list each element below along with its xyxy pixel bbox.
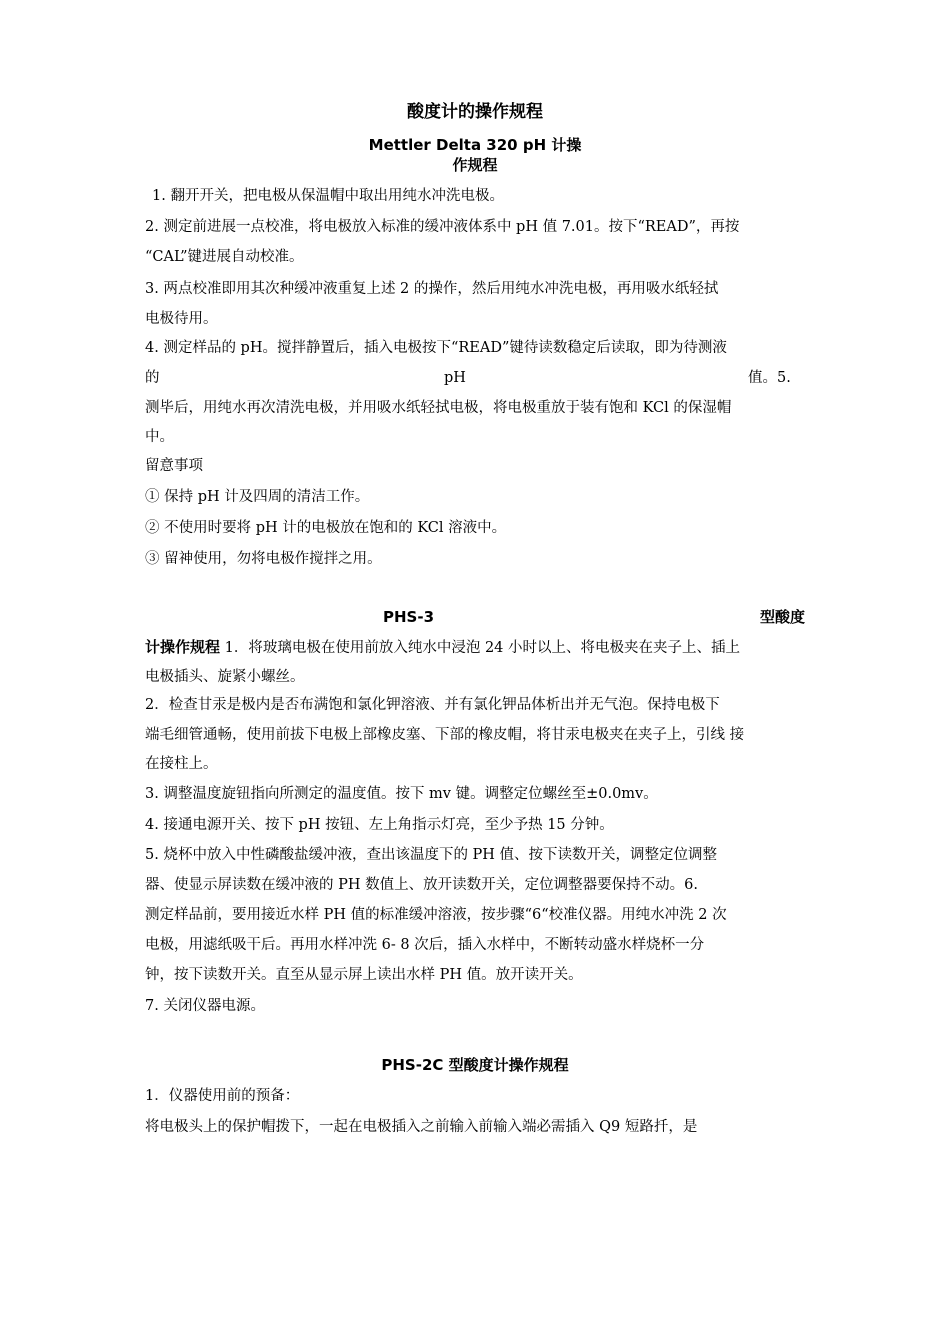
sec2-line: 2．检查甘汞是极内是否布满饱和氯化钾溶液、并有氯化钾品体析出并无气泡。保持电极下 xyxy=(145,697,720,713)
sec2-heading-left: PHS-3 xyxy=(383,608,435,626)
sec2-line: 测定样品前，要用接近水样 PH 值的标准缓冲溶液，按步骤“6“校准仪器。用纯水冲洗 2 次 xyxy=(145,907,727,923)
sec3-heading: PHS-2C 型酸度计操作规程 xyxy=(381,1056,569,1074)
sec1-heading-line2: 作规程 xyxy=(452,156,498,174)
sec1-heading-line1: Mettler Delta 320 pH 计操 xyxy=(368,136,582,154)
sec2-line: 钟，按下读数开关。直至从显示屏上读出水样 PH 值。放开读开关。 xyxy=(145,967,583,983)
sec3-line: 1．仪器使用前的预备： xyxy=(145,1088,300,1104)
sec1-line: 测毕后，用纯水再次清洗电极，并用吸水纸轻拭电极，将电极重放于装有饱和 KCl 的保湿帽 xyxy=(145,400,732,416)
sec2-first-text: 1．将玻璃电极在使用前放入纯水中浸泡 24 小时以上、将电极夹在夹子上、插上 xyxy=(220,640,741,656)
sec2-line: 3. 调整温度旋钮指向所测定的温度值。按下 mv 键。调整定位螺丝至±0.0mv。 xyxy=(145,786,658,802)
sec1-line: “CAL”键进展自动校准。 xyxy=(145,249,304,265)
sec1-line: 1. 翻开开关，把电极从保温帽中取出用纯水冲洗电极。 xyxy=(152,188,504,204)
sec1-line: 2. 测定前进展一点校准，将电极放入标准的缓冲液体系中 pH 值 7.01。按下“READ”，再按 xyxy=(145,219,740,235)
sec2-first-line xyxy=(145,640,740,656)
sec2-heading-right: 型酸度 xyxy=(760,608,806,626)
sec2-line: 电极插头、旋紧小螺丝。 xyxy=(145,669,305,685)
sec2-heading-cont: 计操作规程 xyxy=(145,638,221,656)
note-item: ③ 留神使用，勿将电极作搅拌之用。 xyxy=(145,551,382,567)
note-item: ① 保持 pH 计及四周的清洁工作。 xyxy=(145,489,370,505)
sec1-line: 4. 测定样品的 pH。搅拌静置后，插入电极按下“READ”键待读数稳定后读取，即为待测液 xyxy=(145,340,727,356)
sec1-line: 3. 两点校准即用其次种缓冲液重复上述 2 的操作，然后用纯水冲洗电极，再用吸水纸轻拭 xyxy=(145,281,719,297)
sec3-line: 将电极头上的保护帽拨下，一起在电极插入之前输入前输入端必需插入 Q9 短路扦，是 xyxy=(145,1119,698,1135)
sec1-line: 电极待用。 xyxy=(145,311,218,327)
sec2-line: 5. 烧杯中放入中性磷酸盐缓冲液，查出该温度下的 PH 值、按下读数开关，调整定位调整 xyxy=(145,847,718,863)
sec2-line: 4. 接通电源开关、按下 pH 按钮、左上角指示灯亮，至少予热 15 分钟。 xyxy=(145,817,614,833)
sec2-line: 7. 关闭仪器电源。 xyxy=(145,998,265,1014)
notes-title: 留意事项 xyxy=(145,458,203,474)
sec2-line: 端毛细管通畅，使用前拔下电极上部橡皮塞、下部的橡皮帽，将甘汞电极夹在夹子上，引线 接 xyxy=(145,727,745,743)
sec2-line: 器、使显示屏读数在缓冲液的 PH 数值上、放开读数开关，定位调整器要保持不动。6. xyxy=(145,877,698,893)
sec2-line: 在接柱上。 xyxy=(145,756,218,772)
sec1-line: 中。 xyxy=(145,429,174,445)
doc-title: 酸度计的操作规程 xyxy=(407,102,543,122)
sec1-split-mid: pH xyxy=(444,370,466,386)
note-item: ② 不使用时要将 pH 计的电极放在饱和的 KCl 溶液中。 xyxy=(145,520,507,536)
sec1-split-right: 值。5. xyxy=(748,370,791,386)
sec2-line: 电极，用滤纸吸干后。再用水样冲洗 6- 8 次后，插入水样中，不断转动盛水样烧杯一分 xyxy=(145,937,705,953)
sec1-split-left: 的 xyxy=(145,370,160,386)
